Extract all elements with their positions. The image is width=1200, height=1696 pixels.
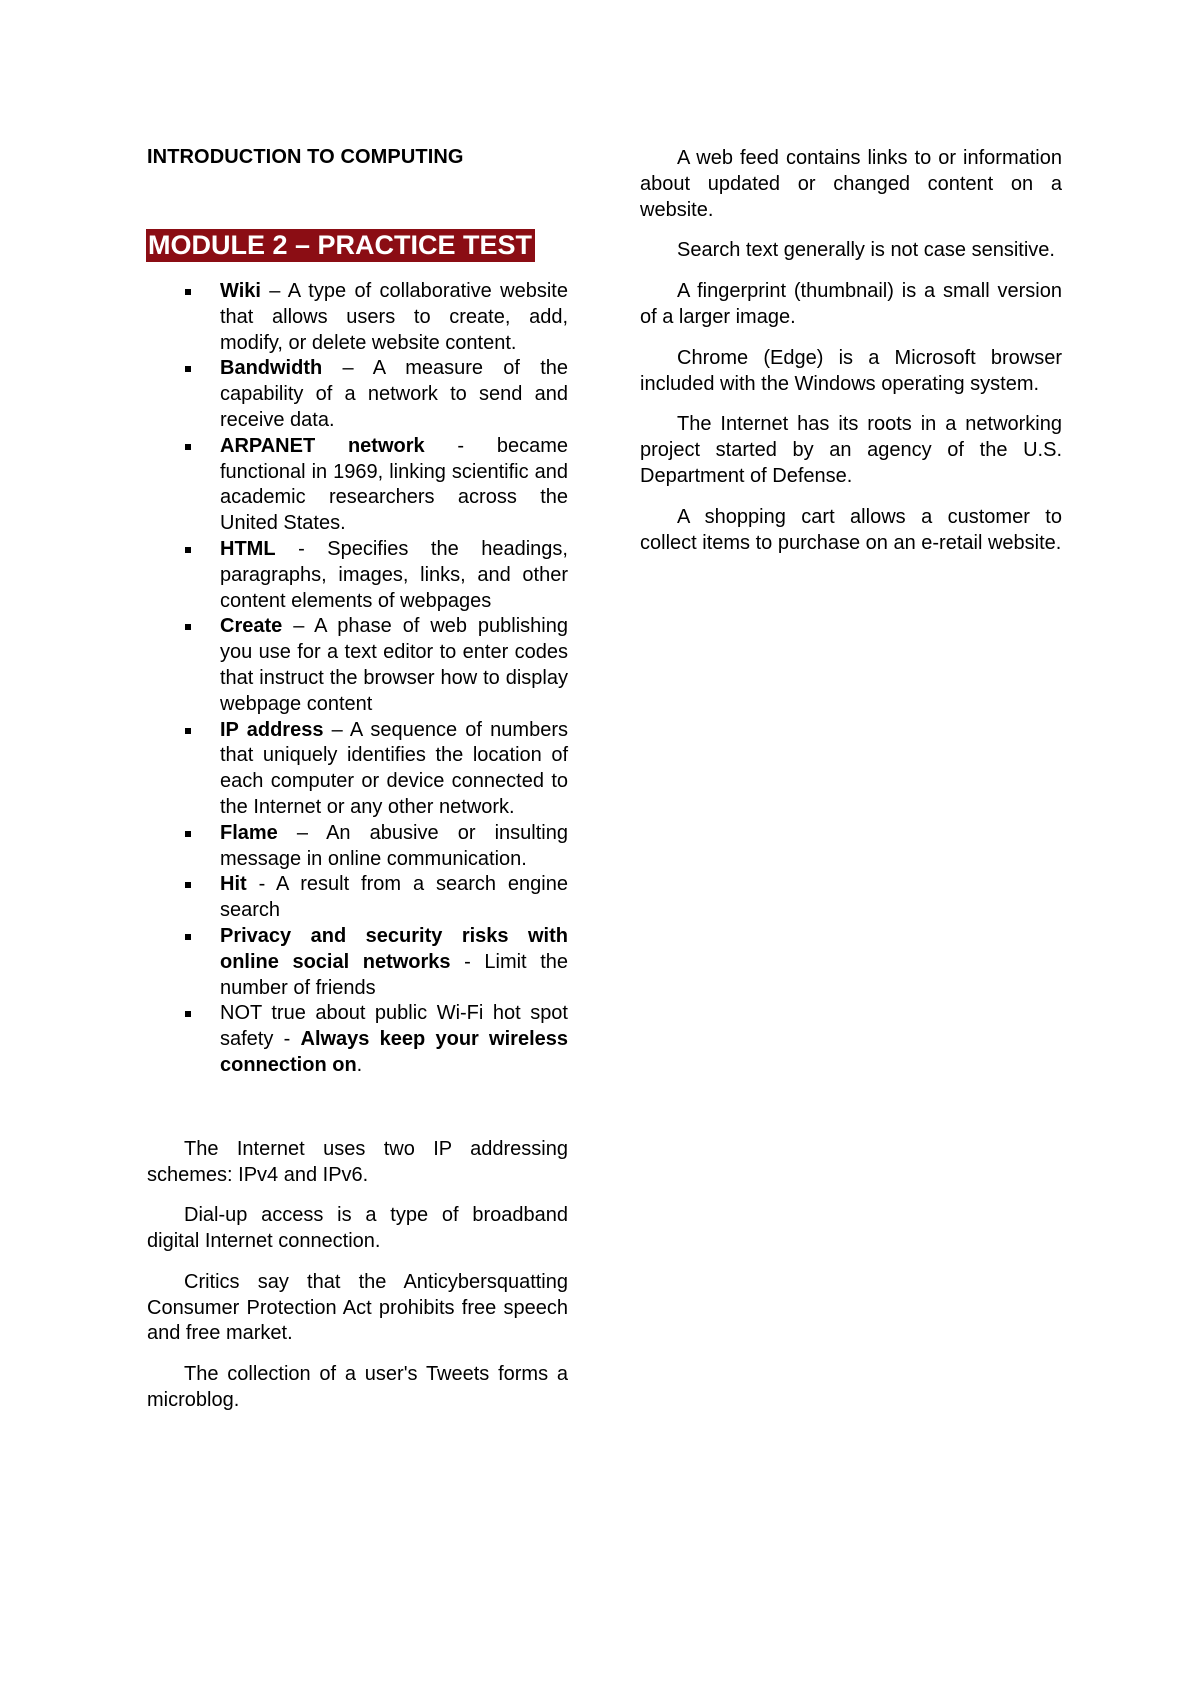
- statement-paragraph: Chrome (Edge) is a Microsoft browser included with the Windows operating system.: [640, 346, 1062, 395]
- list-item: [147, 821, 568, 873]
- square-bullet-icon: [185, 728, 191, 734]
- term-name: Wiki: [220, 280, 261, 302]
- term-suffix: .: [356, 1053, 363, 1076]
- list-item: [147, 872, 568, 924]
- list-item: [147, 718, 568, 821]
- term-name: ARPANET network: [220, 434, 425, 457]
- statement-paragraph: The collection of a user's Tweets forms a microblog.: [147, 1363, 568, 1412]
- square-bullet-icon: [185, 934, 191, 940]
- statement-paragraph: A shopping cart allows a customer to collect items to purchase on an e-retail website.: [640, 505, 1062, 554]
- list-item: [147, 279, 568, 356]
- term-definition: - Limit the number of friends: [220, 950, 568, 999]
- statement-paragraph: Critics say that the Anticybersquatting Consumer Protection Act prohibits free speech and free market.: [147, 1270, 568, 1345]
- module-title: MODULE 2 – PRACTICE TEST: [146, 229, 535, 262]
- term-name: Flame: [220, 821, 278, 844]
- square-bullet-icon: [185, 444, 191, 450]
- term-name: IP address: [220, 718, 324, 741]
- statement-paragraph: A fingerprint (thumbnail) is a small version of a larger image.: [640, 280, 1062, 328]
- page-header-title: INTRODUCTION TO COMPUTING: [147, 146, 464, 168]
- square-bullet-icon: [185, 289, 191, 295]
- statement-paragraph: The Internet has its roots in a networking project started by an agency of the U.S. Department of Defense.: [640, 413, 1062, 487]
- statement-paragraph: Dial-up access is a type of broadband digital Internet connection.: [147, 1204, 568, 1253]
- term-emphasis: Always keep your wireless connection on: [220, 1028, 569, 1076]
- list-item: [147, 434, 568, 537]
- list-item: [147, 1001, 568, 1078]
- term-definition: – An abusive or insulting message in online communication.: [220, 821, 568, 870]
- square-bullet-icon: [185, 624, 191, 630]
- term-name: Hit: [220, 873, 247, 896]
- statement-paragraph: Search text generally is not case sensitive.: [677, 239, 1055, 262]
- term-definition: – A measure of the capability of a network to send and receive data.: [220, 357, 568, 431]
- term-definition: – A phase of web publishing you use for a text editor to enter codes that instruct the browser how to display webpage content: [220, 615, 568, 715]
- list-item: [147, 356, 568, 433]
- term-name: Bandwidth: [220, 357, 323, 380]
- term-name: Privacy and security risks with online social networks: [220, 924, 568, 973]
- left-statements: [147, 1137, 568, 1414]
- statement-paragraph: A web feed contains links to or information about updated or changed content on a website.: [640, 147, 1062, 221]
- term-definition: - Specifies the headings, paragraphs, images, links, and other content elements of webpages: [220, 537, 568, 612]
- list-item: [147, 924, 568, 1001]
- term-name: HTML: [220, 537, 276, 560]
- square-bullet-icon: [185, 366, 191, 372]
- list-item: [147, 537, 568, 614]
- square-bullet-icon: [185, 882, 191, 888]
- square-bullet-icon: [185, 1011, 191, 1017]
- list-item: [147, 614, 568, 717]
- term-prefix: NOT true about public Wi-Fi hot spot safety -: [220, 1002, 568, 1051]
- left-column: [147, 279, 568, 1429]
- right-column: [640, 146, 1062, 571]
- statement-paragraph: The Internet uses two IP addressing schemes: IPv4 and IPv6.: [147, 1137, 568, 1186]
- square-bullet-icon: [185, 547, 191, 553]
- terms-list: [147, 279, 568, 1079]
- term-name: Create: [220, 615, 283, 638]
- square-bullet-icon: [185, 831, 191, 837]
- term-definition: - became functional in 1969, linking scientific and academic researchers across the United States.: [220, 434, 568, 535]
- term-definition: – A type of collaborative website that allows users to create, add, modify, or delete website content.: [220, 280, 568, 354]
- term-definition: - A result from a search engine search: [220, 873, 568, 922]
- term-definition: – A sequence of numbers that uniquely identifies the location of each computer or device connected to the Internet or any other network.: [220, 718, 568, 818]
